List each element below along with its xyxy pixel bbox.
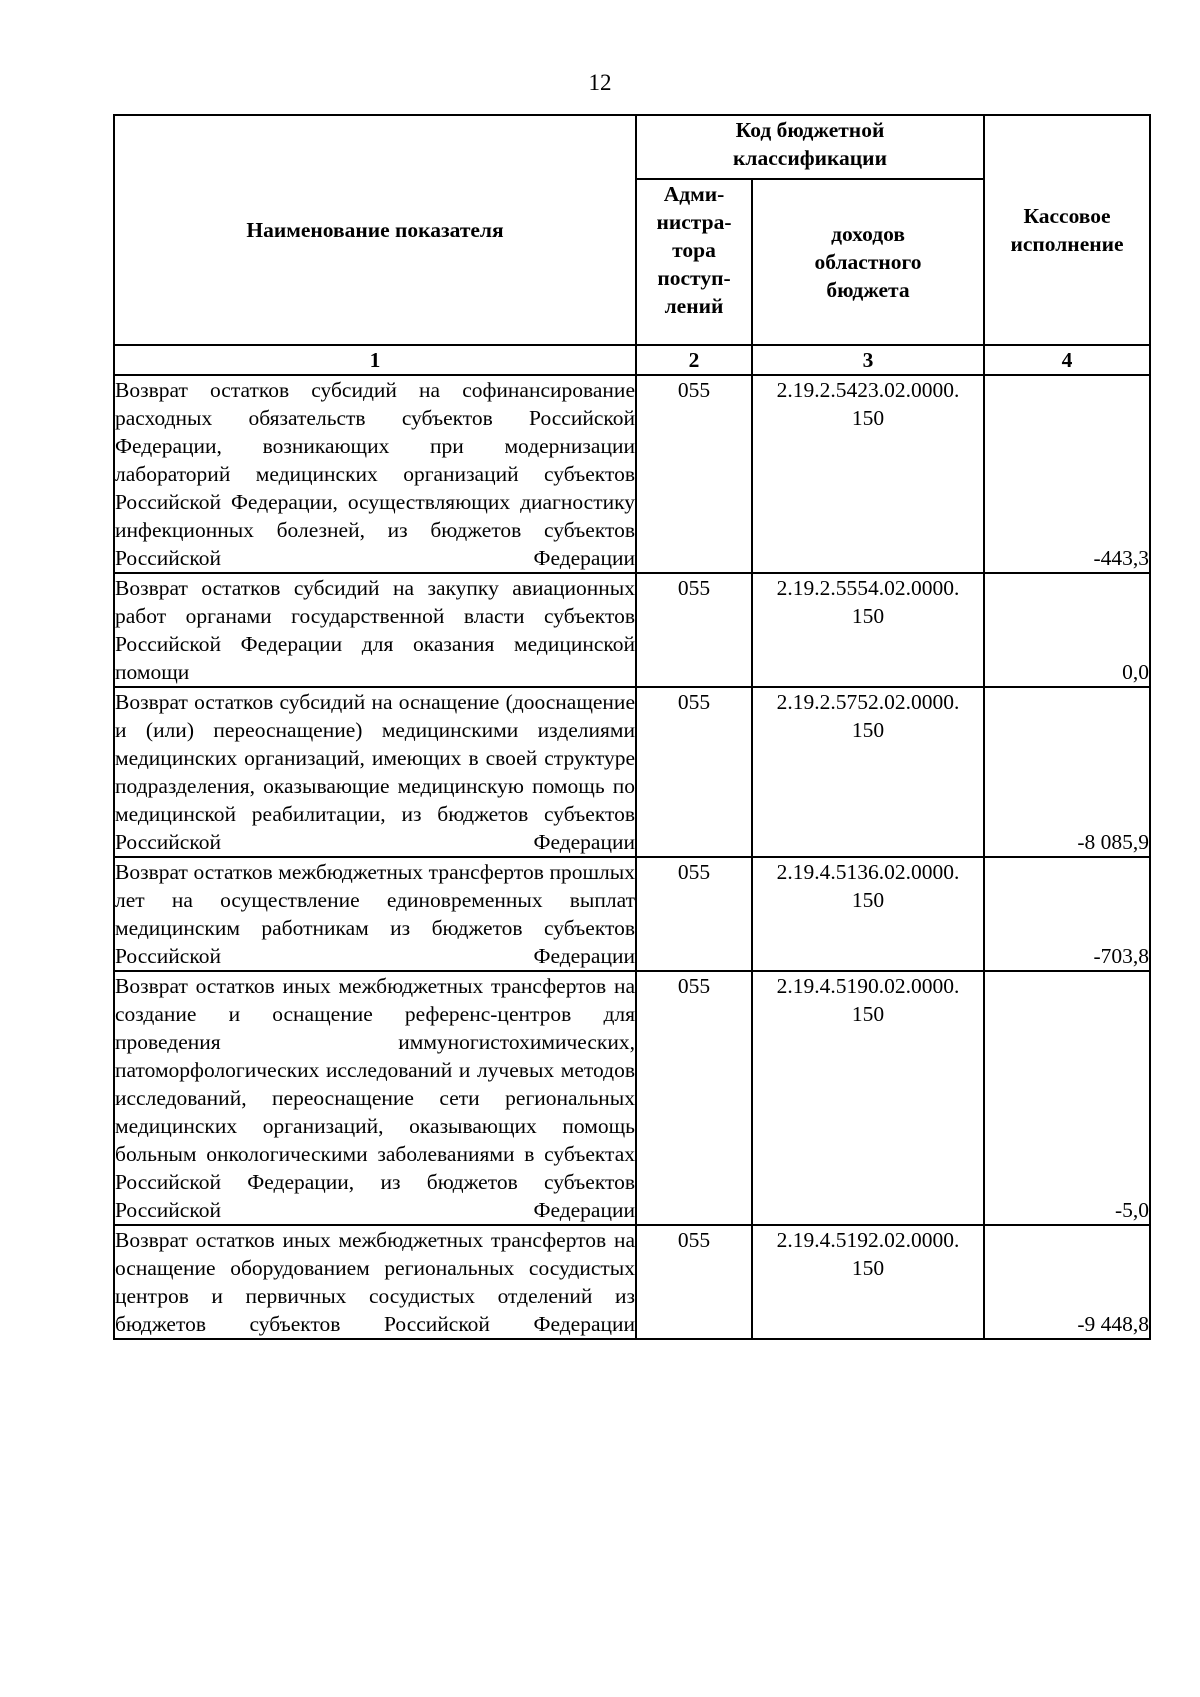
row-budget-code: 2.19.2.5423.02.0000. 150 <box>752 375 984 573</box>
header-admin-text: Адми- нистра- тора поступ- лений <box>656 182 732 318</box>
row-amount: -5,0 <box>984 971 1150 1225</box>
row-admin-code: 055 <box>636 1225 752 1339</box>
budget-table <box>113 114 1151 1340</box>
row-name: Возврат остатков субсидий на закупку авиационных работ органами государственной власти субъектов Российской Федерации для оказания медицинской помощи <box>114 573 636 687</box>
row-amount: -703,8 <box>984 857 1150 971</box>
column-number-row <box>114 345 1150 375</box>
header-income <box>752 179 984 345</box>
header-income-text: доходов областного бюджета <box>814 222 922 302</box>
row-name: Возврат остатков иных межбюджетных трансфертов на создание и оснащение референс-центров для проведения иммуногистохимических, патоморфологических исследований и лучевых методов исследований, переоснащение сети региональных медицинских организаций, оказывающих помощь больным онкологическими заболеваниями в субъектах Российской Федерации, из бюджетов субъектов Российской Федерации <box>114 971 636 1225</box>
row-name: Возврат остатков иных межбюджетных трансфертов на оснащение оборудованием региональных сосудистых центров и первичных сосудистых отделений из бюджетов субъектов Российской Федерации <box>114 1225 636 1339</box>
header-admin <box>636 179 752 345</box>
column-number: 1 <box>114 345 636 375</box>
row-amount: -8 085,9 <box>984 687 1150 857</box>
row-admin-code: 055 <box>636 573 752 687</box>
row-budget-code: 2.19.4.5192.02.0000. 150 <box>752 1225 984 1339</box>
row-budget-code: 2.19.2.5554.02.0000. 150 <box>752 573 984 687</box>
row-name: Возврат остатков межбюджетных трансфертов прошлых лет на осуществление единовременных выплат медицинским работникам из бюджетов субъектов Российской Федерации <box>114 857 636 971</box>
row-budget-code: 2.19.4.5190.02.0000. 150 <box>752 971 984 1225</box>
row-amount: -443,3 <box>984 375 1150 573</box>
header-cash <box>984 115 1150 345</box>
table-row <box>114 573 1150 687</box>
row-budget-code: 2.19.4.5136.02.0000. 150 <box>752 857 984 971</box>
table-row <box>114 375 1150 573</box>
column-number: 3 <box>752 345 984 375</box>
row-name: Возврат остатков субсидий на оснащение (дооснащение и (или) переоснащение) медицинскими изделиями медицинских организаций, имеющих в своей структуре подразделения, оказывающие медицинскую помощь по медицинской реабилитации, из бюджетов субъектов Российской Федерации <box>114 687 636 857</box>
row-admin-code: 055 <box>636 375 752 573</box>
row-amount: -9 448,8 <box>984 1225 1150 1339</box>
row-budget-code: 2.19.2.5752.02.0000. 150 <box>752 687 984 857</box>
row-admin-code: 055 <box>636 687 752 857</box>
table-row <box>114 857 1150 971</box>
header-code-group <box>636 115 984 179</box>
column-number: 4 <box>984 345 1150 375</box>
row-admin-code: 055 <box>636 971 752 1225</box>
column-number: 2 <box>636 345 752 375</box>
page-number: 12 <box>588 70 612 95</box>
row-admin-code: 055 <box>636 857 752 971</box>
table-row <box>114 1225 1150 1339</box>
header-cash-text: Кассовое исполнение <box>1010 204 1124 256</box>
table-row <box>114 971 1150 1225</box>
row-name: Возврат остатков субсидий на софинансирование расходных обязательств субъектов Российской Федерации, возникающих при модернизации лабораторий медицинских организаций субъектов Российской Федерации, осуществляющих диагностику инфекционных болезней, из бюджетов субъектов Российской Федерации <box>114 375 636 573</box>
table-row <box>114 687 1150 857</box>
header-name: Наименование показателя <box>114 115 636 345</box>
row-amount: 0,0 <box>984 573 1150 687</box>
header-code-group-text: Код бюджетной классификации <box>733 118 887 170</box>
